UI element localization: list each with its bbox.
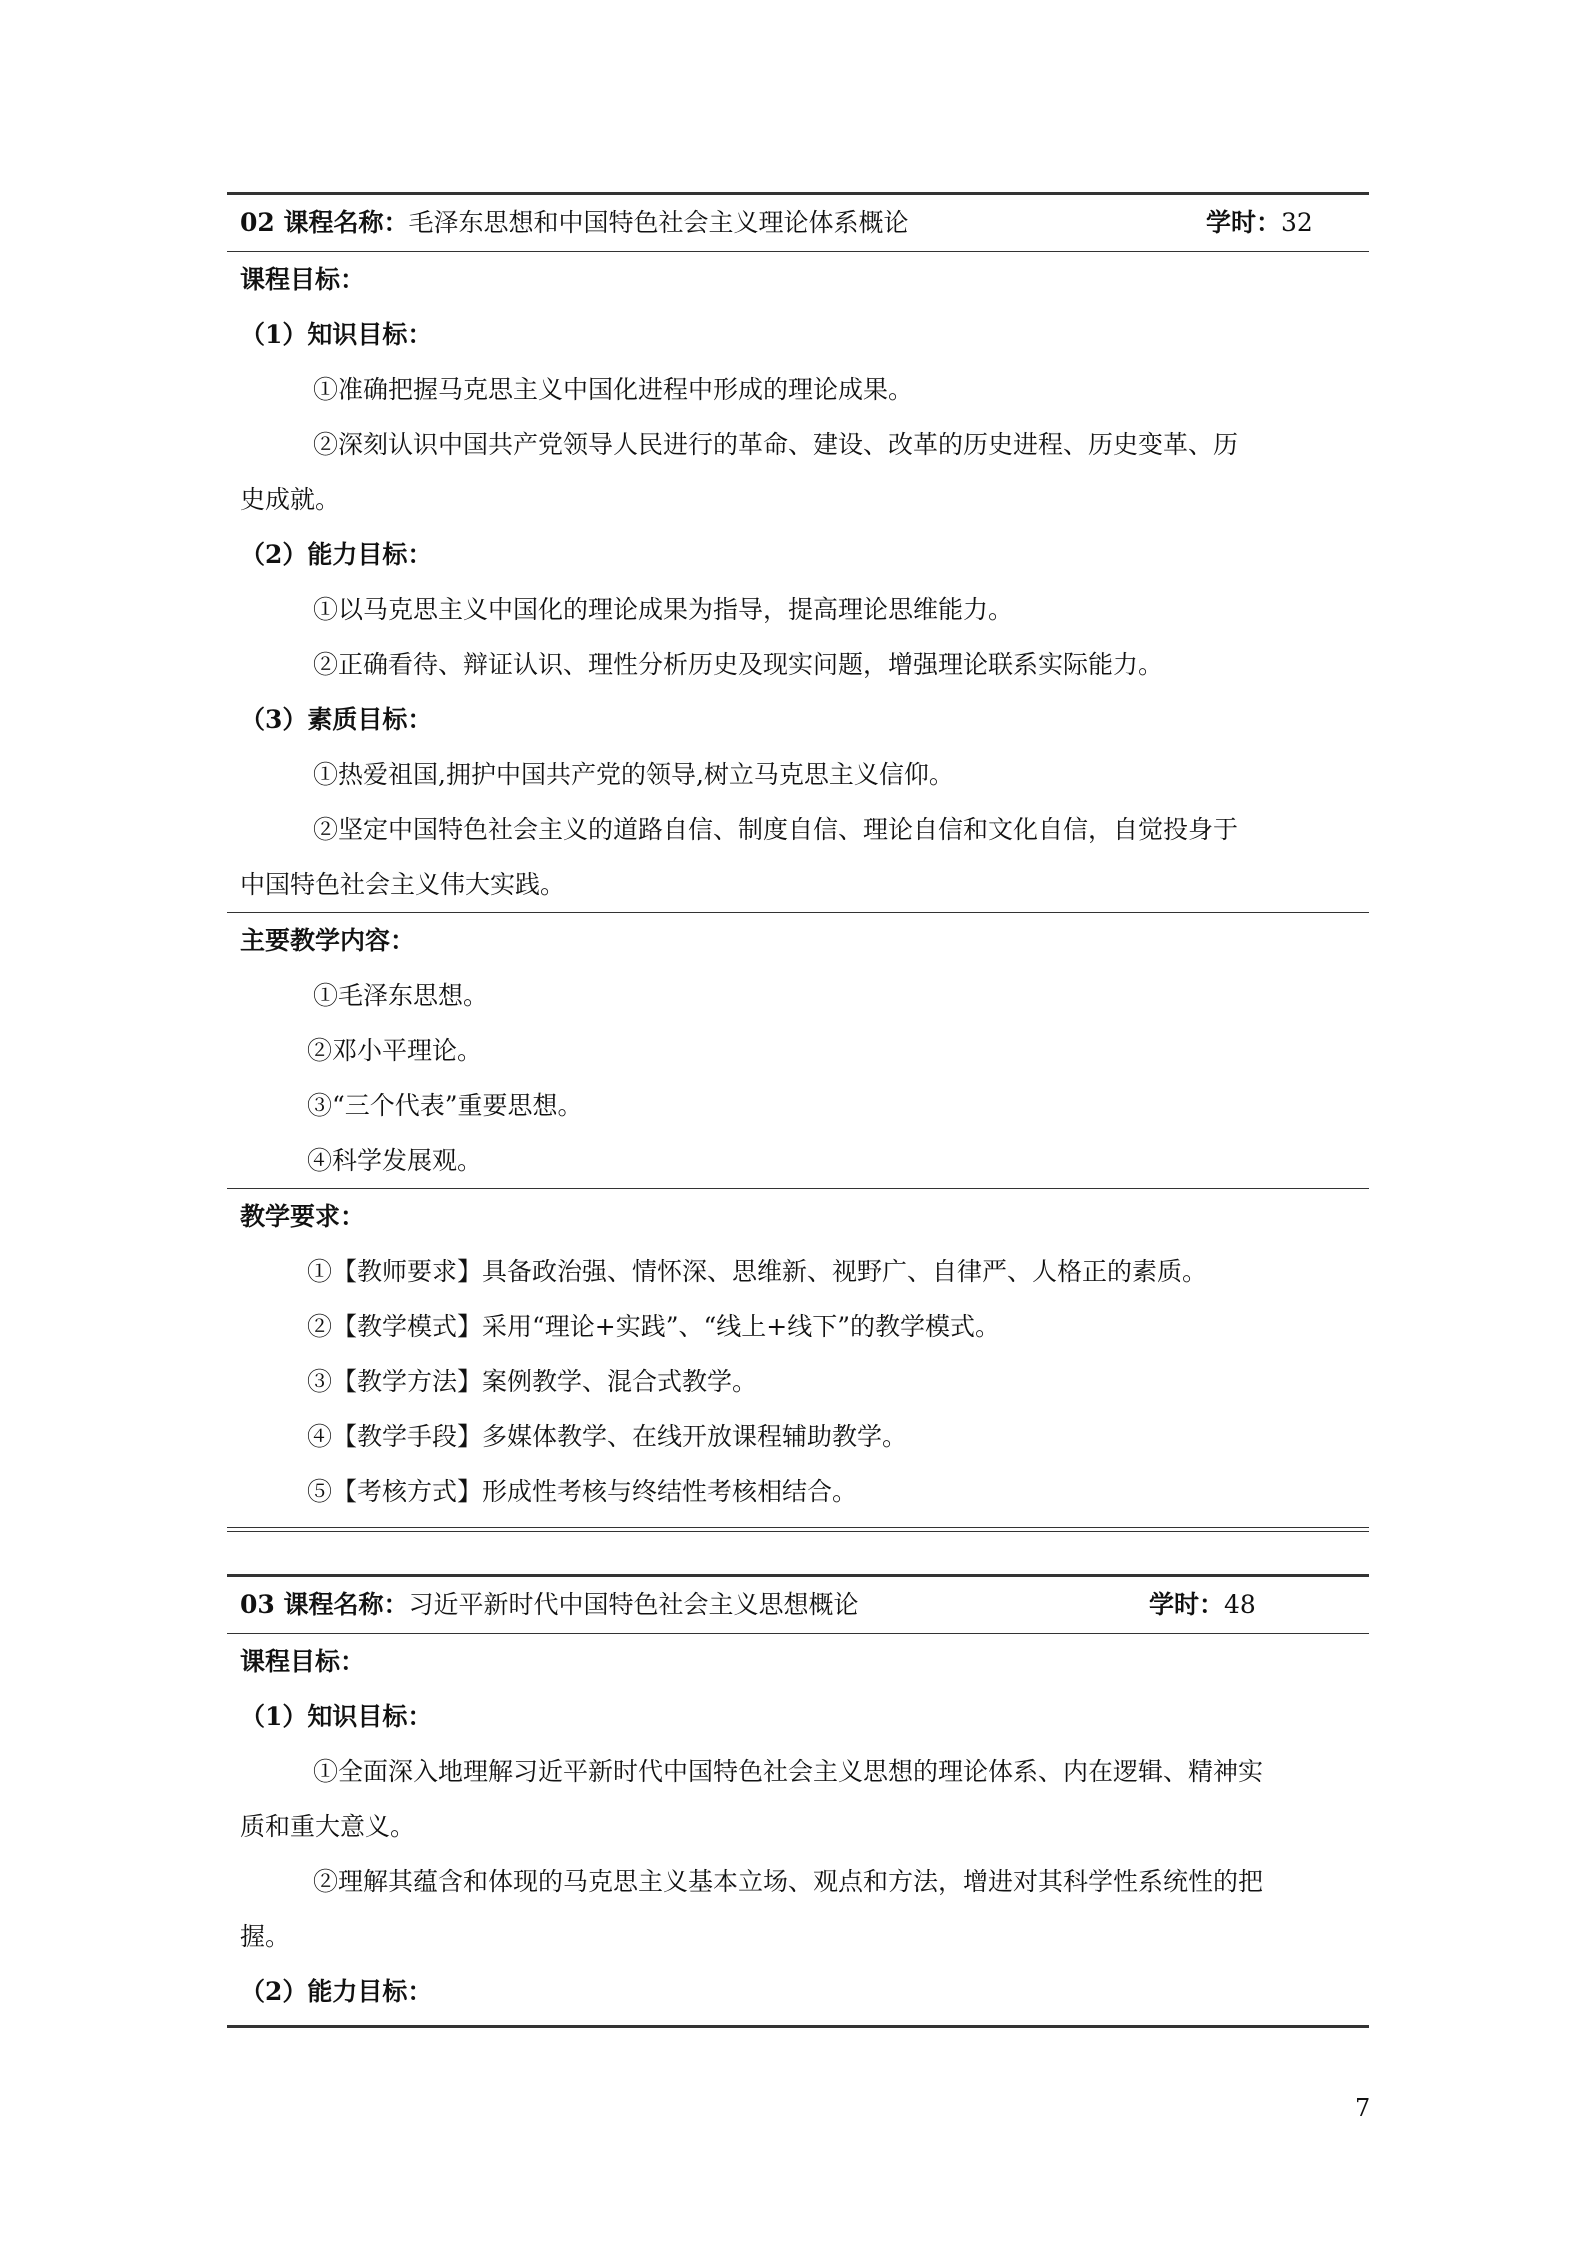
requirement-item: ②【教学模式】采用“理论+实践”、“线上+线下”的教学模式。 <box>307 1312 1001 1341</box>
content-item: ③“三个代表”重要思想。 <box>307 1091 583 1120</box>
course-03-hours <box>1149 1577 1256 1633</box>
requirement-item: ①【教师要求】具备政治强、情怀深、思维新、视野广、自律严、人格正的素质。 <box>307 1257 1208 1286</box>
knowledge-item: ②深刻认识中国共产党领导人民进行的革命、建设、改革的历史进程、历史变革、历 <box>313 430 1239 459</box>
objectives-heading: 课程目标： <box>240 265 366 294</box>
knowledge-item: ②理解其蕴含和体现的马克思主义基本立场、观点和方法，增进对其科学性系统性的把 <box>313 1867 1264 1896</box>
page-number: 7 <box>1355 2094 1371 2122</box>
hours-value: 48 <box>1224 1590 1256 1619</box>
course-03-title <box>240 1577 859 1633</box>
table-bottom-rule <box>227 1527 1369 1528</box>
course-02-requirements <box>227 1189 1369 1519</box>
quality-item: ①热爱祖国,拥护中国共产党的领导,树立马克思主义信仰。 <box>313 760 954 789</box>
table-bottom-rule <box>227 1531 1369 1532</box>
ability-item: ①以马克思主义中国化的理论成果为指导，提高理论思维能力。 <box>313 595 1014 624</box>
hours-label: 学时： <box>1149 1590 1225 1619</box>
course-02-hours <box>1206 195 1313 251</box>
quality-item-continued: 中国特色社会主义伟大实践。 <box>240 870 566 899</box>
knowledge-item-continued: 质和重大意义。 <box>240 1812 416 1841</box>
course-name-value: 毛泽东思想和中国特色社会主义理论体系概论 <box>408 208 909 237</box>
course-02-content <box>227 913 1369 1188</box>
table-bottom-rule <box>227 2025 1369 2028</box>
content-heading: 主要教学内容： <box>240 926 416 955</box>
knowledge-item-continued: 史成就。 <box>240 485 341 514</box>
objectives-heading: 课程目标： <box>240 1647 366 1676</box>
content-item: ④科学发展观。 <box>307 1146 483 1175</box>
course-03-objectives <box>227 1634 1369 2019</box>
course-name-label: 03 课程名称： <box>240 1590 409 1619</box>
course-02-objectives <box>227 252 1369 912</box>
ability-item: ②正确看待、辩证认识、理性分析历史及现实问题，增强理论联系实际能力。 <box>313 650 1164 679</box>
quality-item: ②坚定中国特色社会主义的道路自信、制度自信、理论自信和文化自信，自觉投身于 <box>313 815 1239 844</box>
knowledge-heading: （1）知识目标： <box>240 320 433 349</box>
knowledge-item-continued: 握。 <box>240 1922 291 1951</box>
knowledge-item: ①全面深入地理解习近平新时代中国特色社会主义思想的理论体系、内在逻辑、精神实 <box>313 1757 1264 1786</box>
ability-heading: （2）能力目标： <box>240 540 433 569</box>
ability-heading: （2）能力目标： <box>240 1977 433 2006</box>
requirement-item: ④【教学手段】多媒体教学、在线开放课程辅助教学。 <box>307 1422 908 1451</box>
knowledge-heading: （1）知识目标： <box>240 1702 433 1731</box>
course-03-table <box>227 1574 1369 2028</box>
course-02-table <box>227 192 1369 1532</box>
course-02-title <box>240 195 909 251</box>
knowledge-item: ①准确把握马克思主义中国化进程中形成的理论成果。 <box>313 375 914 404</box>
requirement-item: ⑤【考核方式】形成性考核与终结性考核相结合。 <box>307 1477 858 1506</box>
course-name-value: 习近平新时代中国特色社会主义思想概论 <box>408 1590 859 1619</box>
quality-heading: （3）素质目标： <box>240 705 433 734</box>
content-item: ②邓小平理论。 <box>307 1036 483 1065</box>
course-02-title-row <box>227 195 1369 251</box>
requirements-heading: 教学要求： <box>240 1202 366 1231</box>
hours-value: 32 <box>1281 208 1313 237</box>
hours-label: 学时： <box>1206 208 1282 237</box>
content-item: ①毛泽东思想。 <box>313 981 489 1010</box>
course-name-label: 02 课程名称： <box>240 208 409 237</box>
course-03-title-row <box>227 1577 1369 1633</box>
requirement-item: ③【教学方法】案例教学、混合式教学。 <box>307 1367 758 1396</box>
